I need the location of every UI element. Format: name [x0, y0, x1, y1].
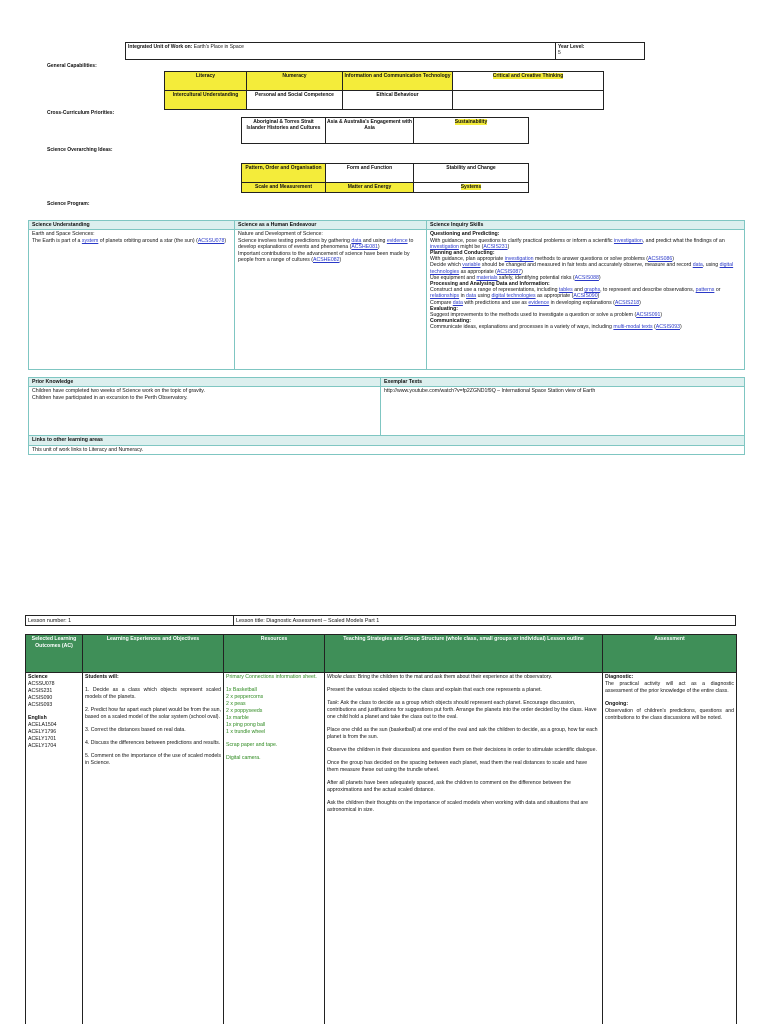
sis-d-code[interactable]: ACSIS088: [574, 274, 599, 281]
resource-item-5: 1x marble: [226, 715, 249, 721]
sis-e-link1[interactable]: tables: [558, 287, 573, 294]
sis-e4: or: [714, 287, 721, 294]
sis-c3: , using: [702, 262, 720, 269]
year-value: 5: [558, 50, 561, 56]
experiences-header: Learning Experiences and Objectives: [83, 635, 224, 673]
science-ideas-label: Science Overarching Ideas:: [47, 147, 113, 153]
capabilities-table: [164, 71, 604, 110]
prior-line-1: Children have completed two weeks of Science work on the topic of gravity.: [32, 388, 205, 395]
sis-e-link2[interactable]: graphs: [584, 287, 601, 294]
she-header: Science as a Human Endeavour: [235, 221, 427, 230]
strategy-p6: Once the group has decided on the spacing between each planet, read them the real distances to scale and have them measure these out using the trundle wheel.: [327, 760, 588, 773]
sis-heading-communicating: Communicating:: [430, 318, 471, 325]
sis-f3: in developing explanations (: [549, 299, 615, 306]
cap-empty-cell: [453, 91, 604, 110]
she-link-data[interactable]: data: [351, 237, 362, 244]
cap-ict: Information and Communication Technology: [344, 73, 451, 79]
unit-title-cell: [126, 43, 556, 60]
sis-heading-evaluating: Evaluating:: [430, 305, 458, 312]
idea-patterns: Pattern, Order and Organisation: [245, 165, 322, 171]
strategy-p3-text: Ask the class to decide as a group which objects should represent each planet. Encourage discussion, contributions and justifications for suggestions put forth. Arrange the planets into the order decided by the class. Have one child hold a planet and take the class out to the oval.: [327, 700, 597, 720]
she-t3: to develop explanations of events and phenomena (: [238, 237, 414, 251]
sis-c-code[interactable]: ACSIS087: [496, 268, 522, 275]
diagnostic-text: The practical activity will act as a diagnostic assessment of the prior knowledge of the entire class.: [605, 681, 734, 694]
she-t2: and using: [361, 237, 387, 244]
lesson-header-table: [25, 615, 736, 626]
sis-e1: Construct and use a range of representations, including: [430, 287, 559, 294]
sis-b1: With guidance, plan appropriate: [430, 256, 505, 263]
she-t1: Science involves testing predictions by gathering: [238, 237, 352, 244]
sis-h-link[interactable]: multi-modal texts: [613, 324, 653, 331]
experience-item-3: 3. Correct the distances based on real data.: [85, 727, 186, 733]
sis-e5: in: [459, 293, 467, 300]
experience-item-4: 4. Discuss the differences between predictions and results.: [85, 740, 221, 746]
strategies-cell: [325, 673, 603, 1024]
priority-aboriginal-cell: [242, 118, 326, 144]
ongoing-text: Observation of children's predictions, questions and contributions to the class discussions will be noted.: [605, 708, 734, 721]
sis-c-link2[interactable]: data: [692, 262, 703, 269]
resource-camera: Digital camera.: [226, 755, 261, 761]
priority-sustainability: Sustainability: [454, 119, 488, 125]
sis-d-link[interactable]: materials: [476, 274, 498, 281]
she-t6: ): [339, 257, 342, 264]
idea-scale-cell: [242, 183, 326, 193]
exemplar-cell: [381, 387, 745, 436]
sis-b2: methods to answer questions or solve problems (: [533, 256, 649, 263]
sis-e6: using: [476, 293, 492, 300]
experiences-cell: [83, 673, 224, 1024]
cap-personal-cell: [247, 91, 343, 110]
assessment-cell: [603, 673, 737, 1024]
diagnostic-label: Diagnostic:: [605, 674, 634, 680]
sis-b-link[interactable]: investigation: [504, 256, 534, 263]
she-t5: Important contributions to the advancement of science have been made by people from a range of cultures (: [238, 250, 410, 264]
sis-e-link4[interactable]: relationships: [430, 293, 460, 300]
she-title: Nature and Development of Science:: [238, 231, 323, 238]
students-will-label: Students will:: [85, 674, 119, 680]
sis-f-link[interactable]: data: [452, 299, 463, 306]
sis-c4: as appropriate (: [459, 268, 497, 275]
priority-asia-cell: [326, 118, 414, 144]
strategy-p1-text: Bring the children to the mat and ask them about their experience at the observatory.: [356, 674, 553, 680]
science-program-label: Science Program:: [47, 201, 90, 207]
idea-form-cell: [326, 164, 414, 183]
idea-systems-cell: [414, 183, 529, 193]
she-link-evidence[interactable]: evidence: [386, 237, 408, 244]
idea-matter-cell: [326, 183, 414, 193]
sis-item-h: [430, 324, 741, 330]
sis-item-e: [430, 287, 741, 299]
sis-f1: Compare: [430, 299, 453, 306]
unit-label: Integrated Unit of Work on:: [128, 44, 193, 50]
she-t4: ): [377, 244, 380, 251]
english-code-4: ACELY1704: [28, 743, 57, 749]
sis-cell: [427, 230, 745, 370]
sis-f2: with predictions and use as: [462, 299, 529, 306]
sis-g-code[interactable]: ACSIS091: [636, 312, 661, 319]
idea-stability: Stability and Change: [446, 165, 496, 171]
su-title: Earth and Space Sciences:: [32, 231, 95, 238]
exemplar-header: Exemplar Texts: [381, 378, 745, 387]
sis-c5: ): [521, 268, 523, 275]
su-link-system[interactable]: system: [81, 237, 99, 244]
sis-e-link5[interactable]: data: [466, 293, 477, 300]
sis-a-link2[interactable]: investigation: [430, 243, 459, 250]
cap-literacy-cell: [165, 72, 247, 91]
idea-form: Form and Function: [346, 165, 393, 171]
sis-item-c: [430, 262, 741, 274]
she-code1-link[interactable]: ACSHE081: [351, 244, 378, 251]
sis-c2: should be changed and measured in fair tests and accurately observe, measure and record: [480, 262, 693, 269]
sis-heading-planning: Planning and Conducting:: [430, 250, 495, 257]
sis-e-link6[interactable]: digital technologies: [491, 293, 536, 300]
sis-g2: ): [660, 312, 663, 319]
sis-c-link[interactable]: variable: [462, 262, 481, 269]
sis-f-code[interactable]: ACSIS218: [614, 299, 640, 306]
she-cell: [235, 230, 427, 370]
ongoing-label: Ongoing:: [605, 701, 629, 707]
su-code-link[interactable]: ACSSU078: [197, 237, 225, 244]
resource-item-1: 1x Basketball: [226, 687, 257, 693]
lesson-number: Lesson number: 1: [26, 616, 234, 626]
cap-numeracy: Numeracy: [282, 73, 307, 79]
experience-item-1: 1. Decide as a class which objects represent scaled models of the planets.: [85, 687, 221, 700]
outcomes-cell: [26, 673, 83, 1024]
science-program-table: [28, 220, 745, 370]
prior-line-2: Children have participated in an excursion to the Perth Observatory.: [32, 394, 188, 401]
idea-scale: Scale and Measurement: [255, 184, 312, 190]
resource-item-6: 1x ping pong ball: [226, 722, 266, 728]
sis-heading-questioning: Questioning and Predicting:: [430, 231, 500, 238]
sis-a2: , and predict what the findings of an: [642, 237, 725, 244]
experience-item-2: 2. Predict how far apart each planet would be from the sun, based on a scaled model of the solar system (school oval).: [85, 707, 221, 720]
strategy-p2: Present the various scaled objects to the class and explain that each one represents a planet.: [327, 687, 542, 693]
su-text-1: The Earth is part of a: [32, 237, 82, 244]
lesson-title: Lesson title: Diagnostic Assessment – Scaled Models Part 1: [234, 616, 736, 626]
ideas-table: [241, 163, 529, 193]
english-code-3: ACELY1701: [28, 736, 57, 742]
sis-e-code[interactable]: ACSIS090: [573, 293, 598, 300]
cap-ethical-cell: [343, 91, 453, 110]
strategy-p3: [327, 700, 600, 721]
priority-aboriginal: Aboriginal & Torres Strait Islander Histories and Cultures: [246, 119, 321, 131]
sis-a-code[interactable]: ACSIS231: [483, 243, 508, 250]
she-code2-link[interactable]: ACSHE082: [312, 257, 340, 264]
english-code-2: ACELY1796: [28, 729, 57, 735]
su-cell: [29, 230, 235, 370]
idea-matter: Matter and Energy: [347, 184, 392, 190]
sis-b3: ): [672, 256, 674, 263]
year-label: Year Level:: [558, 44, 585, 50]
experience-item-5: 5. Comment on the importance of the use of scaled models in Science.: [85, 753, 221, 766]
idea-patterns-cell: [242, 164, 326, 183]
she-text-a: [238, 238, 423, 251]
sis-d3: ): [598, 274, 601, 281]
sis-e8: ): [597, 293, 600, 300]
resource-primary: Primary Connections information sheet.: [226, 674, 317, 680]
cap-numeracy-cell: [247, 72, 343, 91]
lesson-plan-table: [25, 634, 737, 1024]
sis-d1: Use equipment and: [430, 274, 477, 281]
sis-a1: With guidance, pose questions to clarify practical problems or inform a scientific: [430, 237, 614, 244]
unit-title: Earth's Place in Space: [193, 44, 244, 50]
sis-f4: ): [639, 299, 641, 306]
resource-item-4: 2 x poppyseeds: [226, 708, 263, 714]
cap-critical: Critical and Creative Thinking: [492, 73, 564, 79]
resources-cell: [224, 673, 325, 1024]
sis-d2: safely, identifying potential risks (: [497, 274, 575, 281]
sis-e2: and: [572, 287, 585, 294]
exemplar-text: http://www.youtube.com/watch?v=fp2ZGND1f9Q – International Space Station view of Earth: [384, 388, 596, 395]
su-header: Science Understanding: [29, 221, 235, 230]
sis-g1: Suggest improvements to the methods used to investigate a question or solve a problem (: [430, 312, 637, 319]
prior-cell: [29, 387, 381, 436]
year-level-cell: [556, 43, 645, 60]
resource-item-3: 2 x peas: [226, 701, 246, 707]
resource-item-2: 2 x peppercorns: [226, 694, 264, 700]
prior-header: Prior Knowledge: [29, 378, 381, 387]
priority-asia: Asia & Australia's Engagement with Asia: [327, 119, 412, 131]
sis-f-link2[interactable]: evidence: [528, 299, 550, 306]
science-code-2: ACSIS231: [28, 688, 53, 694]
outcomes-header: Selected Learning Outcomes (AC): [26, 635, 83, 673]
sis-a4: ): [507, 243, 510, 250]
resource-item-7: 1 x trundle wheel: [226, 729, 266, 735]
science-code-3: ACSIS090: [28, 695, 53, 701]
idea-systems: Systems: [460, 184, 482, 190]
sis-a3: might be (: [458, 243, 484, 250]
english-label: English: [28, 715, 47, 721]
sis-a-link[interactable]: investigation: [613, 237, 643, 244]
strategy-p7: After all planets have been adequately spaced, ask the children to comment on the difference between the approximations and the actual scaled distance.: [327, 780, 571, 793]
sis-b-code[interactable]: ACSIS086: [648, 256, 673, 263]
general-capabilities-label: General Capabilities:: [47, 63, 97, 69]
idea-stability-cell: [414, 164, 529, 183]
sis-e3: , to represent and describe observations,: [600, 287, 696, 294]
sis-h-code[interactable]: ACSIS093: [655, 324, 681, 331]
sis-e-link3[interactable]: patterns: [695, 287, 715, 294]
cap-critical-cell: [453, 72, 604, 91]
su-text-3: ): [224, 237, 227, 244]
sis-h3t: ): [680, 324, 682, 331]
cap-intercultural-cell: [165, 91, 247, 110]
links-text: This unit of work links to Literacy and Numeracy.: [29, 445, 745, 454]
sis-header: Science Inquiry Skills: [427, 221, 745, 230]
cross-curriculum-label: Cross-Curriculum Priorities:: [47, 110, 115, 116]
strategy-p8: Ask the children their thoughts on the importance of scaled models when working with data and situations that are astronomical in size.: [327, 800, 588, 813]
sis-heading-processing: Processing and Analysing Data and Information:: [430, 281, 550, 288]
resource-scrap: Scrap paper and tape.: [226, 742, 278, 748]
cap-literacy: Literacy: [195, 73, 216, 79]
science-code-4: ACSIS093: [28, 702, 53, 708]
su-text: [32, 238, 231, 244]
strategy-p5: Observe the children in their discussions and question them on their decisions in order to stimulate scientific dialogue.: [327, 747, 597, 753]
cap-intercultural: Intercultural Understanding: [172, 92, 239, 98]
english-code-1: ACELA1504: [28, 722, 57, 728]
cap-personal: Personal and Social Competence: [255, 92, 334, 98]
sis-c-link3[interactable]: digital technologies: [430, 262, 734, 275]
sis-h2t: (: [652, 324, 656, 331]
strategy-p1: [327, 674, 600, 681]
strategy-p4: Place one child as the sun (basketball) at one end of the oval and ask the children to decide, as a group, how far each planet is from the sun.: [327, 727, 598, 740]
links-header: Links to other learning areas: [29, 436, 745, 445]
unit-header-table: [125, 42, 645, 60]
priority-sustainability-cell: [414, 118, 529, 144]
sis-c1: Decide which: [430, 262, 463, 269]
sis-item-a: [430, 238, 741, 250]
su-text-2: of planets orbiting around a star (the sun) (: [98, 237, 198, 244]
strategy-p1-em: Whole class:: [327, 674, 357, 680]
cap-ethical: Ethical Behaviour: [376, 92, 419, 98]
priorities-table: [241, 117, 529, 144]
science-label: Science: [28, 674, 48, 680]
cap-ict-cell: [343, 72, 453, 91]
resources-header: Resources: [224, 635, 325, 673]
strategies-header: Teaching Strategies and Group Structure (whole class, small groups or individual) Lesson outline: [325, 635, 603, 673]
prior-knowledge-table: [28, 377, 745, 455]
sis-h1t: Communicate ideas, explanations and processes in a variety of ways, including: [430, 324, 614, 331]
she-text-b: [238, 251, 423, 264]
sis-e7: as appropriate (: [535, 293, 574, 300]
assessment-header: Assessment: [603, 635, 737, 673]
strategy-p3-em: Task:: [327, 700, 340, 706]
science-code-1: ACSSU078: [28, 681, 55, 687]
